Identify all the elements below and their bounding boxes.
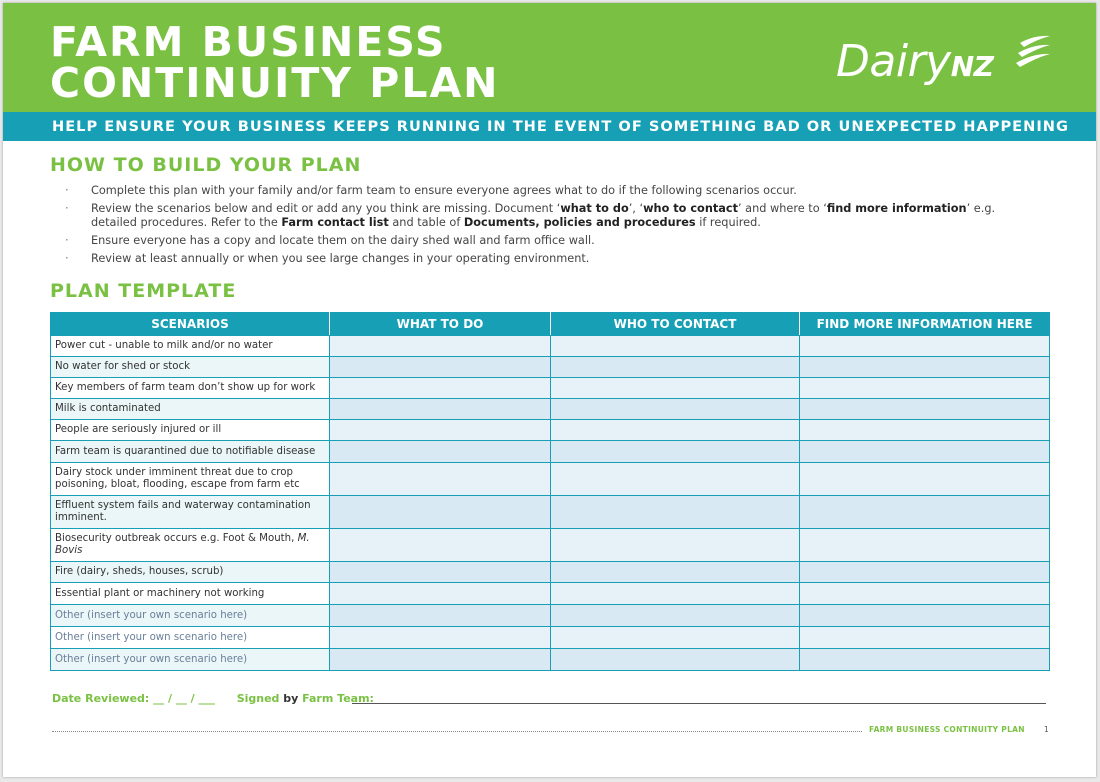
more-info-cell[interactable] [800, 399, 1050, 420]
bullet-dot: · [65, 252, 69, 265]
review-signoff-line [52, 692, 374, 705]
logo-wordmark [836, 33, 993, 96]
what-to-do-cell[interactable] [330, 627, 551, 649]
table-row [51, 605, 1050, 627]
more-info-cell[interactable] [800, 562, 1050, 583]
scenario-cell [51, 529, 330, 562]
more-info-cell[interactable] [800, 336, 1050, 357]
what-to-do-cell[interactable] [330, 583, 551, 605]
who-to-contact-cell[interactable] [551, 420, 800, 441]
table-row [51, 583, 1050, 605]
scenario-cell: Milk is contaminated [51, 399, 330, 420]
scenario-cell-editable[interactable]: Other (insert your own scenario here) [51, 605, 330, 627]
what-to-do-cell[interactable] [330, 336, 551, 357]
what-to-do-cell[interactable] [330, 378, 551, 399]
column-header-what-to-do: WHAT TO DO [330, 313, 551, 336]
more-info-cell[interactable] [800, 583, 1050, 605]
scenario-cell: Power cut - unable to milk and/or no water [51, 336, 330, 357]
scenario-cell-editable[interactable]: Other (insert your own scenario here) [51, 627, 330, 649]
date-reviewed-label[interactable]: Date Reviewed: __ / __ / ___ [52, 692, 216, 705]
bold-run: who to contact [643, 202, 738, 215]
who-to-contact-cell[interactable] [551, 562, 800, 583]
column-header-who-to-contact: WHO TO CONTACT [551, 313, 800, 336]
column-header-find-more-info: FIND MORE INFORMATION HERE [800, 313, 1050, 336]
scenario-cell: Essential plant or machinery not working [51, 583, 330, 605]
table-row [51, 378, 1050, 399]
list-item [65, 184, 1025, 198]
text-run: Signed [236, 692, 284, 705]
more-info-cell[interactable] [800, 378, 1050, 399]
scenario-cell: Dairy stock under imminent threat due to crop poisoning, bloat, flooding, escape from farm etc [51, 463, 330, 496]
text-run: Farm Team: [298, 692, 374, 705]
bullet-dot: · [65, 184, 69, 197]
document-title-line-1: FARM BUSINESS [50, 18, 447, 66]
text-run: Review the scenarios below and edit or add any you think are missing. Document ‘ [91, 202, 561, 215]
table-row [51, 627, 1050, 649]
what-to-do-cell[interactable] [330, 441, 551, 463]
bullet-dot: · [65, 234, 69, 247]
table-header-row [51, 313, 1050, 336]
bullet-text: Ensure everyone has a copy and locate them on the dairy shed wall and farm office wall. [91, 234, 595, 247]
list-item [65, 202, 1025, 230]
who-to-contact-cell[interactable] [551, 649, 800, 671]
what-to-do-cell[interactable] [330, 420, 551, 441]
scenario-cell-editable[interactable]: Other (insert your own scenario here) [51, 649, 330, 671]
text-run: if required. [695, 216, 761, 229]
plan-template-heading: PLAN TEMPLATE [50, 280, 237, 302]
more-info-cell[interactable] [800, 529, 1050, 562]
what-to-do-cell[interactable] [330, 357, 551, 378]
more-info-cell[interactable] [800, 441, 1050, 463]
who-to-contact-cell[interactable] [551, 399, 800, 420]
text-run: by [283, 692, 299, 705]
table-row [51, 529, 1050, 562]
scenario-cell: Effluent system fails and waterway contamination imminent. [51, 496, 330, 529]
tagline: HELP ENSURE YOUR BUSINESS KEEPS RUNNING IN THE EVENT OF SOMETHING BAD OR UNEXPECTED HAPPENING [52, 118, 1069, 135]
more-info-cell[interactable] [800, 420, 1050, 441]
how-to-list [65, 184, 1025, 270]
table-row [51, 441, 1050, 463]
signature-line[interactable] [352, 703, 1046, 704]
table-row [51, 562, 1050, 583]
table-row [51, 420, 1050, 441]
text-run: ’ and where to ‘ [737, 202, 827, 215]
scenario-cell: No water for shed or stock [51, 357, 330, 378]
tagline-banner [3, 112, 1096, 141]
document-page [3, 3, 1096, 777]
what-to-do-cell[interactable] [330, 649, 551, 671]
scenario-cell: Key members of farm team don’t show up for work [51, 378, 330, 399]
more-info-cell[interactable] [800, 463, 1050, 496]
plan-table [50, 312, 1050, 671]
scenario-italic: M. Bovis [55, 533, 310, 556]
table-row [51, 496, 1050, 529]
logo-text: Dairy [836, 36, 951, 87]
text-run: ’ e.g. detailed procedures. Refer to the [91, 202, 996, 229]
page-footer-title: FARM BUSINESS CONTINUITY PLAN [869, 725, 1025, 734]
bold-run: Farm contact list [281, 216, 389, 229]
bullet-dot: · [65, 202, 69, 215]
who-to-contact-cell[interactable] [551, 605, 800, 627]
bold-run: Documents, policies and procedures [463, 216, 696, 229]
scenario-cell: Fire (dairy, sheds, houses, scrub) [51, 562, 330, 583]
what-to-do-cell[interactable] [330, 529, 551, 562]
who-to-contact-cell[interactable] [551, 463, 800, 496]
logo-swoosh-icon [1016, 33, 1052, 73]
who-to-contact-cell[interactable] [551, 529, 800, 562]
who-to-contact-cell[interactable] [551, 583, 800, 605]
list-item [65, 234, 1025, 248]
who-to-contact-cell[interactable] [551, 336, 800, 357]
who-to-contact-cell[interactable] [551, 357, 800, 378]
more-info-cell[interactable] [800, 627, 1050, 649]
header-banner [3, 3, 1096, 112]
more-info-cell[interactable] [800, 649, 1050, 671]
scenario-cell: Farm team is quarantined due to notifiable disease [51, 441, 330, 463]
more-info-cell[interactable] [800, 496, 1050, 529]
table-row [51, 336, 1050, 357]
bullet-text: Review at least annually or when you see large changes in your operating environment. [91, 252, 590, 265]
bullet-text [91, 202, 995, 229]
more-info-cell[interactable] [800, 605, 1050, 627]
table-row [51, 399, 1050, 420]
table-row [51, 357, 1050, 378]
bullet-text: Complete this plan with your family and/or farm team to ensure everyone agrees what to do if the following scenarios occur. [91, 184, 797, 197]
what-to-do-cell[interactable] [330, 463, 551, 496]
what-to-do-cell[interactable] [330, 496, 551, 529]
how-to-heading: HOW TO BUILD YOUR PLAN [50, 154, 362, 176]
page-number: 1 [1044, 725, 1049, 734]
what-to-do-cell[interactable] [330, 605, 551, 627]
who-to-contact-cell[interactable] [551, 496, 800, 529]
logo-suffix: NZ [950, 50, 994, 83]
who-to-contact-cell[interactable] [551, 441, 800, 463]
footer-divider [52, 731, 862, 732]
table-row [51, 463, 1050, 496]
what-to-do-cell[interactable] [330, 562, 551, 583]
text-run: and table of [388, 216, 464, 229]
document-title-line-2: CONTINUITY PLAN [50, 59, 500, 107]
bold-run: find more information [826, 202, 967, 215]
who-to-contact-cell[interactable] [551, 378, 800, 399]
what-to-do-cell[interactable] [330, 399, 551, 420]
table-row [51, 649, 1050, 671]
scenario-text: Biosecurity outbreak occurs e.g. Foot & Mouth, [55, 533, 298, 544]
bold-run: what to do [560, 202, 629, 215]
dairynz-logo [836, 33, 1056, 91]
scenario-cell: People are seriously injured or ill [51, 420, 330, 441]
column-header-scenarios: SCENARIOS [51, 313, 330, 336]
more-info-cell[interactable] [800, 357, 1050, 378]
who-to-contact-cell[interactable] [551, 627, 800, 649]
list-item [65, 252, 1025, 266]
text-run: ’, ‘ [628, 202, 644, 215]
